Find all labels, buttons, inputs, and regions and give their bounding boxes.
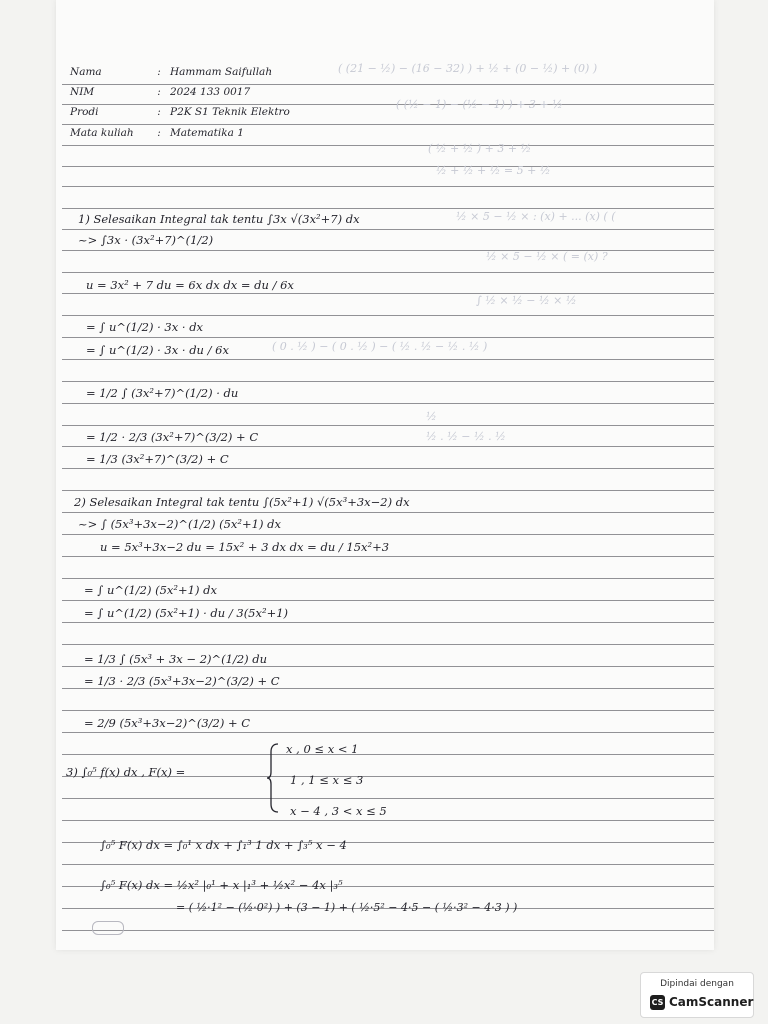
problem-2-step: = ∫ u^(1/2) (5x²+1) · du / 3(5x²+1) [84,606,289,620]
page-corner-mark [92,921,124,935]
piecewise-case-1: x , 0 ≤ x < 1 [286,742,359,756]
problem-2-step: = ∫ u^(1/2) (5x²+1) dx [84,583,217,597]
notebook-page: ( (21 − ½) − (16 − 32) ) + ½ + (0 − ½) + (0) ) ( (½ − 1) − (½ − 1) ) + 3 + ½ ( ½ + ½ ) + 3 + ½ ½ + ½ + ½ = 5 + ½ ½ × 5 − ½ × : (x) + ... (x) ( ( ½ × 5 − ½ × ( = (x) ? ∫ ½ × ½ − ½ × ½ ( 0 . ½ ) − ( 0 . ½ ) − ( ½ . ½ − ½ . ½ ) ½ ½ . ½ − ½ . ½ Nama : Hammam Saifullah NIM : 2024 133 0017 Prodi : P2K S1 Teknik Elektro Mata kuliah : Matematika 1 1) Selesaikan Integral tak tentu ∫3x √(3x²+7) dx ~> ∫3x · (3x²+7)^(1/2) u = 3x² + 7 du = 6x dx dx = du / 6x = ∫ u^(1/2) · 3x · dx = ∫ u^(1/2) · 3x · du / 6x = 1/2 ∫ (3x²+7)^(1/2) · du = 1/2 · 2/3 (3x²+7)^(3/2) + C = 1/3 (3x²+7)^(3/2) + C 2) Selesaikan Integral tak tentu ∫(5x²+1) √(5x³+3x−2) dx ~> ∫ (5x³+3x−2)^(1/2) (5x²+1) dx u = 5x³+3x−2 du = 15x² + 3 dx dx = du / 15x²+3 = ∫ u^(1/2) (5x²+1) dx = ∫ u^(1/2) (5x²+1) · du / 3(5x²+1) = 1/3 ∫ (5x³ + 3x − 2)^(1/2) du = 1/3 · 2/3 (5x³+3x−2)^(3/2) + C = 2/9 (5x³+3x−2)^(3/2) + C 3) ∫₀⁵ f(x) dx , F(x) = x , 0 ≤ x < 1 1 , 1 ≤ x ≤ 3 x − 4 , 3 < x ≤ 5 ∫₀⁵ F(x) dx = ∫₀¹ x dx + ∫₁³ 1 dx + ∫₃⁵ x − 4 ∫₀⁵ F(x) dx = ½x² |₀¹ + x |₁³ + ½x² − 4x |₃⁵ = ( ½·1² − (½·0²) ) + (3 − 1) + ( ½·5² − 4·5 − ( ½·3² − 4·3 ) ) [56,0,714,950]
problem-1-step: = 1/2 · 2/3 (3x²+7)^(3/2) + C [86,430,259,444]
problem-3-antiderivative: ∫₀⁵ F(x) dx = ½x² |₀¹ + x |₁³ + ½x² − 4x |₃⁵ [100,878,343,892]
header-row-course: Mata kuliah : Matematika 1 [70,127,244,139]
camscanner-badge [640,972,754,1018]
problem-1-statement: 1) Selesaikan Integral tak tentu ∫3x √(3x²+7) dx [78,212,360,226]
problem-2-substitution: u = 5x³+3x−2 du = 15x² + 3 dx dx = du / 15x²+3 [100,540,390,554]
piecewise-case-3: x − 4 , 3 < x ≤ 5 [290,804,387,818]
header-row-prodi: Prodi : P2K S1 Teknik Elektro [70,106,290,118]
camscanner-logo-icon: CS [650,995,665,1010]
header-row-nim: NIM : 2024 133 0017 [70,86,251,98]
scanner-caption: Dipindai dengan [660,979,734,989]
problem-3-split: ∫₀⁵ F(x) dx = ∫₀¹ x dx + ∫₁³ 1 dx + ∫₃⁵ x − 4 [100,838,347,852]
piecewise-brace [266,742,280,814]
piecewise-case-2: 1 , 1 ≤ x ≤ 3 [290,773,364,787]
problem-2-step: = 1/3 · 2/3 (5x³+3x−2)^(3/2) + C [84,674,280,688]
header-row-name: Nama : Hammam Saifullah [70,66,273,78]
problem-1-rewrite: ~> ∫3x · (3x²+7)^(1/2) [78,233,214,247]
problem-2-statement: 2) Selesaikan Integral tak tentu ∫(5x²+1) √(5x³+3x−2) dx [74,495,410,509]
problem-1-answer: = 1/3 (3x²+7)^(3/2) + C [86,452,229,466]
problem-1-substitution: u = 3x² + 7 du = 6x dx dx = du / 6x [86,278,294,292]
problem-1-step: = 1/2 ∫ (3x²+7)^(1/2) · du [86,386,239,400]
problem-3-statement: 3) ∫₀⁵ f(x) dx , F(x) = [66,765,186,779]
scanner-brand: CamScanner [669,995,754,1009]
problem-1-step: = ∫ u^(1/2) · 3x · du / 6x [86,343,229,357]
problem-3-evaluation: = ( ½·1² − (½·0²) ) + (3 − 1) + ( ½·5² − 4·5 − ( ½·3² − 4·3 ) ) [176,901,518,914]
problem-2-answer: = 2/9 (5x³+3x−2)^(3/2) + C [84,716,251,730]
problem-2-rewrite: ~> ∫ (5x³+3x−2)^(1/2) (5x²+1) dx [78,517,281,531]
problem-1-step: = ∫ u^(1/2) · 3x · dx [86,320,204,334]
problem-2-step: = 1/3 ∫ (5x³ + 3x − 2)^(1/2) du [84,652,268,666]
